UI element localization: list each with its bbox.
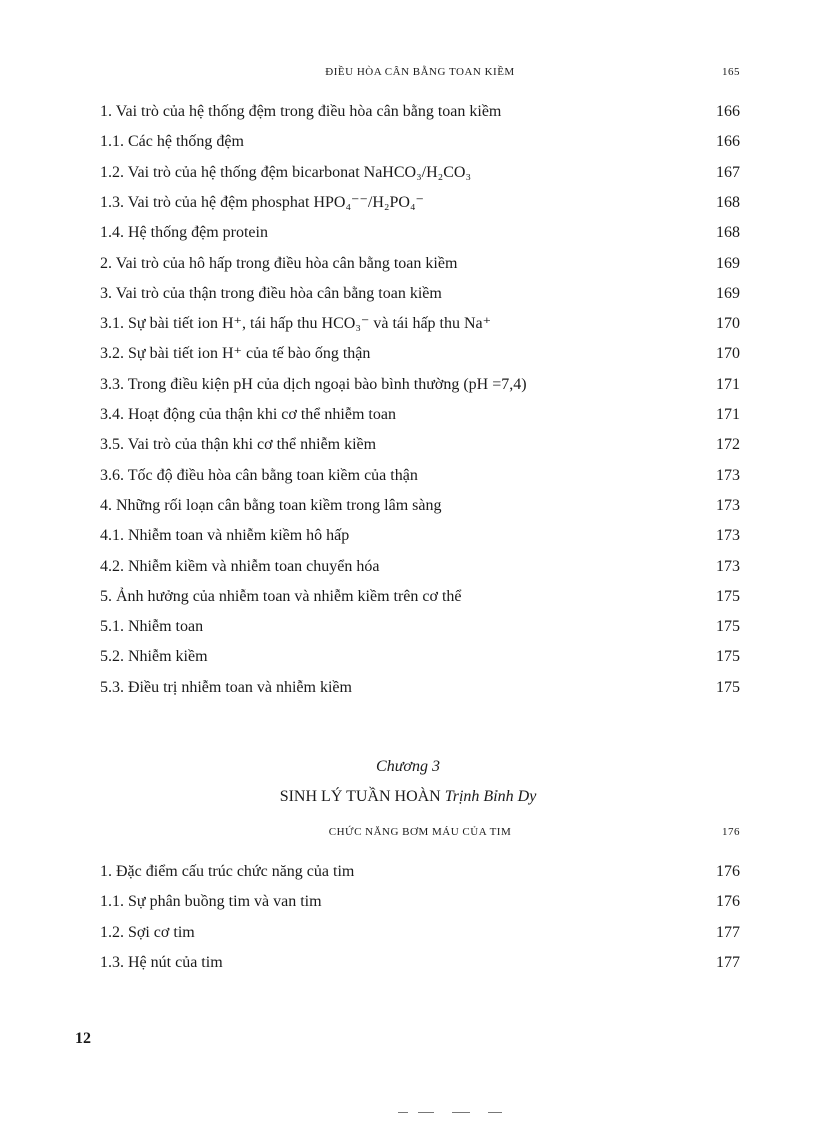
chapter-name: SINH LÝ TUẦN HOÀN bbox=[279, 788, 441, 805]
toc-entry-page: 166 bbox=[716, 133, 740, 151]
chapter-title bbox=[0, 788, 816, 806]
toc-entry-label: 3.5. Vai trò của thận khi cơ thể nhiễm kiềm bbox=[100, 436, 377, 454]
toc-entry-label: 5. Ảnh hưởng của nhiễm toan và nhiễm kiềm trên cơ thể bbox=[100, 587, 462, 605]
toc-entry bbox=[100, 435, 740, 455]
toc-entry bbox=[100, 617, 740, 637]
toc-entry-label: 1.1. Sự phân buồng tim và van tim bbox=[100, 893, 322, 911]
toc-entry bbox=[100, 587, 740, 607]
toc-entry-label: 1.4. Hệ thống đệm protein bbox=[100, 224, 268, 242]
toc-entry-page: 173 bbox=[716, 557, 740, 575]
toc-entry-page: 175 bbox=[716, 678, 740, 696]
toc-entry-label: 4.1. Nhiễm toan và nhiễm kiềm hô hấp bbox=[100, 527, 350, 545]
toc-entry-label: 1. Đặc điểm cấu trúc chức năng của tim bbox=[100, 863, 355, 880]
scan-mark bbox=[398, 1112, 408, 1113]
toc-entry bbox=[100, 314, 740, 334]
toc-entry-page: 176 bbox=[716, 893, 740, 911]
toc-entry-page: 175 bbox=[716, 587, 740, 605]
toc-entry-page: 167 bbox=[716, 163, 740, 181]
toc-entry-label: 5.1. Nhiễm toan bbox=[100, 618, 204, 636]
toc-entry bbox=[100, 923, 740, 943]
toc-entry bbox=[100, 892, 740, 912]
toc-entry-label: 3. Vai trò của thận trong điều hòa cân bằng toan kiềm bbox=[100, 284, 442, 302]
toc-entry-page: 175 bbox=[716, 648, 740, 666]
toc-entry-label: 1.2. Vai trò của hệ thống đệm bicarbonat NaHCO₃/H₂CO₃ bbox=[100, 163, 472, 181]
toc-entry-page: 171 bbox=[716, 406, 740, 423]
toc-entry bbox=[100, 557, 740, 577]
toc-entry-page: 177 bbox=[716, 923, 740, 941]
toc-entry-page: 170 bbox=[716, 315, 740, 333]
toc-entry bbox=[100, 526, 740, 546]
toc-entry-label: 3.3. Trong điều kiện pH của dịch ngoại bào bình thường (pH =7,4) bbox=[100, 375, 527, 393]
toc-entry bbox=[100, 496, 740, 516]
toc-entry-page: 168 bbox=[716, 224, 740, 242]
toc-entry bbox=[100, 862, 740, 882]
toc-entry-page: 169 bbox=[716, 284, 740, 302]
toc-entry-label: 3.4. Hoạt động của thận khi cơ thể nhiễm toan bbox=[100, 406, 396, 423]
scan-mark bbox=[488, 1112, 502, 1113]
toc-entry-page: 166 bbox=[716, 103, 740, 120]
toc-entry bbox=[100, 647, 740, 667]
toc-entry bbox=[100, 375, 740, 395]
toc-entry-page: 168 bbox=[716, 193, 740, 211]
toc-entry bbox=[100, 193, 740, 213]
toc-entry-page: 173 bbox=[716, 496, 740, 514]
toc-entry-label: 5.3. Điều trị nhiễm toan và nhiễm kiềm bbox=[100, 678, 352, 696]
toc-entry-page: 169 bbox=[716, 254, 740, 272]
toc-entry-label: 5.2. Nhiễm kiềm bbox=[100, 648, 208, 666]
toc-entry-page: 170 bbox=[716, 345, 740, 363]
toc-entry-page: 177 bbox=[716, 953, 740, 971]
toc-entry bbox=[100, 254, 740, 274]
section-title-2: CHỨC NĂNG BƠM MÁU CỦA TIM bbox=[328, 826, 512, 838]
chapter-label: Chương 3 bbox=[376, 758, 440, 775]
toc-entry-label: 1.1. Các hệ thống đệm bbox=[100, 133, 244, 151]
toc-entry bbox=[100, 223, 740, 243]
toc-entry-label: 3.2. Sự bài tiết ion H⁺ của tế bào ống thận bbox=[100, 345, 371, 363]
toc-entry-label: 1.2. Sợi cơ tim bbox=[100, 923, 195, 941]
toc-entry-label: 3.6. Tốc độ điều hòa cân bằng toan kiềm của thận bbox=[100, 466, 418, 484]
chapter-author: Trịnh Bỉnh Dy bbox=[444, 788, 537, 805]
toc-entry bbox=[100, 405, 740, 425]
page-number: 12 bbox=[75, 1030, 91, 1047]
toc-entry bbox=[100, 466, 740, 486]
toc-entry bbox=[100, 678, 740, 698]
section-page: 165 bbox=[722, 66, 740, 78]
toc-entry-label: 2. Vai trò của hô hấp trong điều hòa cân bằng toan kiềm bbox=[100, 254, 458, 272]
toc-entry bbox=[100, 102, 740, 122]
section-title: ĐIỀU HÒA CÂN BẰNG TOAN KIỀM bbox=[325, 66, 515, 78]
toc-entry bbox=[100, 132, 740, 152]
toc-entry-label: 1.3. Hệ nút của tim bbox=[100, 953, 223, 971]
toc-entry-label: 4. Những rối loạn cân bằng toan kiềm trong lâm sàng bbox=[100, 496, 442, 514]
toc-entry-page: 171 bbox=[716, 375, 740, 393]
scan-mark bbox=[418, 1112, 434, 1113]
toc-entry-label: 1. Vai trò của hệ thống đệm trong điều hòa cân bằng toan kiềm bbox=[100, 103, 502, 120]
toc-entry-page: 172 bbox=[716, 436, 740, 454]
toc-entry bbox=[100, 953, 740, 973]
toc-entry-label: 3.1. Sự bài tiết ion H⁺, tái hấp thu HCO₃⁻ và tái hấp thu Na⁺ bbox=[100, 315, 492, 333]
section-page-2: 176 bbox=[722, 826, 740, 838]
toc-entry-page: 173 bbox=[716, 527, 740, 545]
toc-entry-label: 1.3. Vai trò của hệ đệm phosphat HPO₄⁻⁻/H₂PO₄⁻ bbox=[100, 193, 424, 211]
toc-entry-page: 176 bbox=[716, 863, 740, 880]
scan-mark bbox=[452, 1112, 470, 1113]
toc-entry-label: 4.2. Nhiễm kiềm và nhiễm toan chuyển hóa bbox=[100, 557, 380, 575]
toc-entry-page: 175 bbox=[716, 618, 740, 636]
toc-entry bbox=[100, 344, 740, 364]
toc-entry bbox=[100, 163, 740, 183]
toc-entry-page: 173 bbox=[716, 466, 740, 484]
toc-entry bbox=[100, 284, 740, 304]
